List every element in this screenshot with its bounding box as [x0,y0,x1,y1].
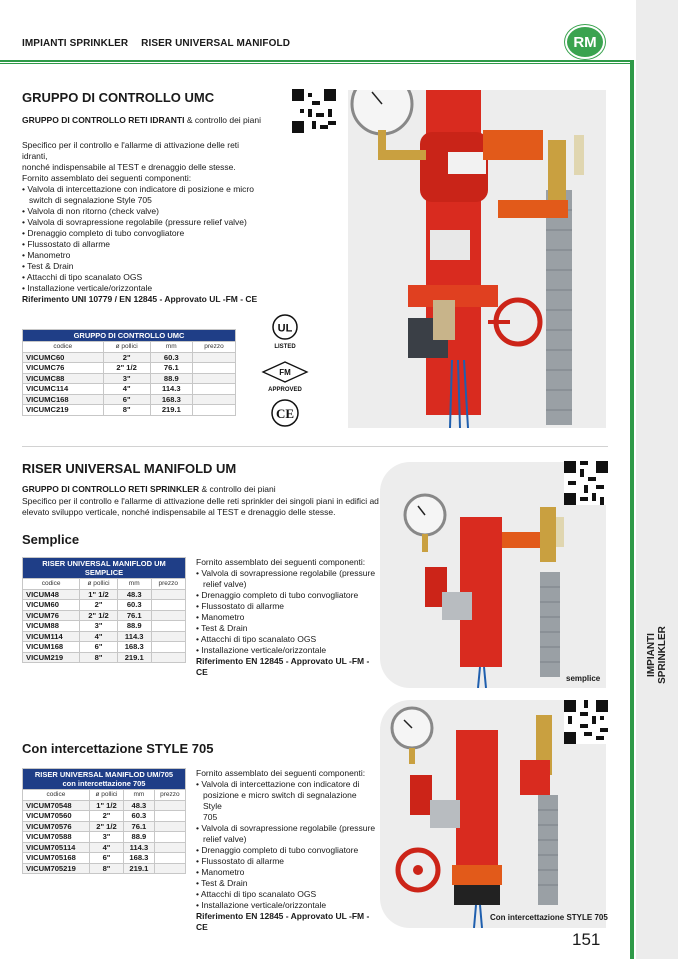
ul-label-text: LISTED [274,344,296,350]
table-cell: 76.1 [150,363,192,374]
table-cell: VICUM76 [23,610,80,621]
table-cell: 76.1 [117,610,151,621]
table-row [23,631,186,642]
table-row [23,405,236,416]
table-header: ø pollici [103,342,150,353]
table-cell: VICUM114 [23,631,80,642]
table-cell: 88.9 [117,621,151,632]
style705-component-list [196,779,376,911]
fm-mark-text: FM [279,368,291,377]
list-item: • Installazione verticale/orizzontale [22,283,153,293]
side-category-label [640,615,674,695]
semplice-intro: Fornito assemblato dei seguenti componenti: [196,557,366,567]
fm-approved-icon [263,362,307,393]
um-subtitle-rest: & controllo dei piani [199,484,276,494]
table-cell: 168.3 [150,394,192,405]
table-cell [151,621,185,632]
table-cell [192,363,235,374]
table-cell [192,405,235,416]
table-cell [154,842,185,853]
table-cell: 48.3 [117,589,151,600]
table-header: prezzo [154,790,185,801]
table-cell: 2" 1/2 [89,821,123,832]
ce-mark-text: CE [275,406,295,421]
table-cell: 48.3 [124,800,155,811]
um-description [22,496,382,518]
table-cell: 4" [80,631,118,642]
list-item: • Attacchi di tipo scanalato OGS [22,272,143,282]
table-caption: GRUPPO DI CONTROLLO UMC [23,330,236,342]
table-row [23,610,186,621]
umc-subtitle-rest: & controllo dei piani [184,115,261,125]
table-cell: VICUMC76 [23,363,104,374]
umc-intro: Fornito assemblato dei seguenti componenti: [22,173,192,183]
list-item: • Attacchi di tipo scanalato OGS [196,889,317,899]
list-item: relief valve) [203,579,247,589]
semplice-heading: Semplice [22,532,80,547]
table-cell: VICUMC60 [23,352,104,363]
table-header: codice [23,790,90,801]
table-cell [151,589,185,600]
umc-desc-line: nonché indispensabile al TEST e drenaggio delle stesse. [22,162,236,172]
table-cell [151,600,185,611]
table-cell: 2" [103,352,150,363]
table-header: ø pollici [89,790,123,801]
table-cell [151,610,185,621]
table-cell [151,631,185,642]
table-cell: VICUM70588 [23,832,90,843]
table-cell: VICUM219 [23,652,80,663]
table-cell: 60.3 [150,352,192,363]
umc-reference: Riferimento UNI 10779 / EN 12845 - Approvato UL -FM - CE [22,294,258,304]
style705-reference: Riferimento EN 12845 - Approvato UL -FM - CE [196,911,370,932]
list-item: • Flussostato di allarme [22,239,111,249]
umc-qr-code[interactable] [292,89,336,133]
side-band [636,0,678,959]
table-row [23,863,186,874]
table-cell: VICUM168 [23,642,80,653]
certification-marks [260,312,310,435]
table-cell: VICUMC168 [23,394,104,405]
table-cell [154,832,185,843]
list-item: switch di segnalazione Style 705 [29,195,152,205]
list-item: • Installazione verticale/orizzontale [196,645,327,655]
table-cell: 1" 1/2 [89,800,123,811]
table-caption [23,769,186,790]
list-item: • Flussostato di allarme [196,601,285,611]
umc-description [22,140,262,305]
list-item: • Valvola di sovrapressione regolabile (pressure relief valve) [22,217,247,227]
table-cell: 88.9 [124,832,155,843]
table-row [23,600,186,611]
ul-listed-icon [273,315,297,350]
table-header: prezzo [151,579,185,590]
ce-mark-icon [272,400,298,426]
list-item: • Valvola di intercettazione con indicatore di posizione e micro [22,184,254,194]
table-row [23,363,236,374]
semplice-reference: Riferimento EN 12845 - Approvato UL -FM - CE [196,656,370,677]
fm-label-text: APPROVED [268,387,302,393]
table-header: mm [150,342,192,353]
table-cell: 6" [103,394,150,405]
list-item: • Test & Drain [196,878,248,888]
style705-heading: Con intercettazione STYLE 705 [22,741,214,756]
table-cell: VICUMC219 [23,405,104,416]
list-item: • Valvola di non ritorno (check valve) [22,206,159,216]
header-rule-thin [0,63,632,64]
table-cell [154,853,185,864]
table-cell [154,821,185,832]
table-cell: 60.3 [117,600,151,611]
umc-title: GRUPPO DI CONTROLLO UMC [22,90,215,105]
table-cell: VICUM705168 [23,853,90,864]
table-header: codice [23,342,104,353]
table-cell [192,352,235,363]
semplice-qr-code[interactable] [564,461,608,505]
table-cell [151,652,185,663]
table-cell: 2" [89,811,123,822]
umc-subtitle [22,115,261,125]
list-item: • Drenaggio completo di tubo convogliatore [196,845,359,855]
table-cell: 4" [89,842,123,853]
um-subtitle-bold: GRUPPO DI CONTROLLO RETI SPRINKLER [22,484,200,494]
table-cell [154,863,185,874]
table-cell [154,800,185,811]
table-cell [154,811,185,822]
semplice-caption: semplice [566,674,601,683]
page-header [22,38,290,49]
list-item: • Valvola di sovrapressione regolabile (pressure [196,823,376,833]
header-section: IMPIANTI SPRINKLER [22,38,129,49]
list-item: • Attacchi di tipo scanalato OGS [196,634,317,644]
table-row [23,589,186,600]
table-caption [23,558,186,579]
list-item: posizione e micro switch di segnalazione Style [203,790,357,811]
list-item: relief valve) [203,834,247,844]
um-subtitle [22,484,276,494]
table-cell: 8" [80,652,118,663]
table-row [23,800,186,811]
table-header: mm [117,579,151,590]
list-item: • Valvola di intercettazione con indicatore di [196,779,360,789]
table-row [23,394,236,405]
table-cell: 76.1 [124,821,155,832]
right-accent-strip [630,60,634,959]
table-cell: VICUM705114 [23,842,90,853]
list-item: • Valvola di sovrapressione regolabile (pressure [196,568,376,578]
umc-component-list [22,184,262,294]
list-item: • Drenaggio completo di tubo convogliatore [22,228,185,238]
table-cell: 3" [103,373,150,384]
table-cell: VICUM60 [23,600,80,611]
table-cell: 2" [80,600,118,611]
table-cell [151,642,185,653]
table-cell: 3" [80,621,118,632]
table-cell: 168.3 [124,853,155,864]
table-cell: 219.1 [150,405,192,416]
qr-code-icon [564,461,608,505]
table-cell: 219.1 [117,652,151,663]
list-item: 705 [203,812,218,822]
table-cell: 2" 1/2 [103,363,150,374]
table-row [23,352,236,363]
table-cell: VICUM70548 [23,800,90,811]
umc-table [22,329,236,416]
table-caption-line: SEMPLICE [84,568,124,577]
side-label-line1: IMPIANTI [646,633,658,677]
list-item: • Drenaggio completo di tubo convogliatore [196,590,359,600]
table-cell: 4" [103,384,150,395]
style705-qr-code[interactable] [564,700,608,744]
certification-graphic [260,312,310,430]
style705-table [22,768,186,874]
umc-product-photo [348,90,606,428]
table-header: prezzo [192,342,235,353]
table-cell: 2" 1/2 [80,610,118,621]
table-cell: 3" [89,832,123,843]
table-header: ø pollici [80,579,118,590]
page-number: 151 [572,930,601,949]
umc-valve-illustration [348,90,606,428]
table-row [23,821,186,832]
table-header: codice [23,579,80,590]
table-row [23,853,186,864]
um-desc-line: Specifico per il controllo e l'allarme di attivazione delle reti sprinkler dei singoli piani in edifici ad [22,496,379,506]
qr-code-icon [292,89,336,133]
style705-components [196,768,376,933]
table-row [23,621,186,632]
side-label-line2: SPRINKLER [657,626,669,684]
table-cell: 114.3 [150,384,192,395]
section-divider [22,446,608,447]
table-cell: 8" [89,863,123,874]
um-title: RISER UNIVERSAL MANIFOLD UM [22,461,237,476]
list-item: • Test & Drain [196,623,248,633]
table-row [23,811,186,822]
table-caption-line: con intercettazione 705 [62,779,146,788]
um-desc-line: elevato sviluppo verticale, nonché indispensabile al TEST e drenaggio delle stesse. [22,507,336,517]
style705-caption: Con intercettazione STYLE 705 [490,913,608,922]
table-cell: 6" [80,642,118,653]
table-cell: 219.1 [124,863,155,874]
table-cell: 6" [89,853,123,864]
table-cell [192,394,235,405]
table-cell: VICUM48 [23,589,80,600]
table-cell [192,373,235,384]
list-item: • Flussostato di allarme [196,856,285,866]
list-item: • Manometro [22,250,71,260]
semplice-component-list [196,568,376,656]
table-cell: 1" 1/2 [80,589,118,600]
table-cell: 60.3 [124,811,155,822]
table-cell: VICUMC88 [23,373,104,384]
table-row [23,384,236,395]
table-cell: VICUM705219 [23,863,90,874]
table-row [23,842,186,853]
table-cell: VICUM70560 [23,811,90,822]
list-item: • Manometro [196,867,245,877]
list-item: • Test & Drain [22,261,74,271]
table-row [23,652,186,663]
style705-intro: Fornito assemblato dei seguenti componenti: [196,768,366,778]
qr-code-icon [564,700,608,744]
table-cell: VICUM70576 [23,821,90,832]
table-header: mm [124,790,155,801]
table-cell: VICUMC114 [23,384,104,395]
table-cell: 114.3 [117,631,151,642]
table-cell: 114.3 [124,842,155,853]
table-caption-line: RISER UNIVERSAL MANIFLOD UM [42,559,166,568]
header-rule [0,60,632,62]
brand-logo: RM [565,25,605,59]
table-cell: 88.9 [150,373,192,384]
semplice-table [22,557,186,663]
list-item: • Installazione verticale/orizzontale [196,900,327,910]
umc-subtitle-bold: GRUPPO DI CONTROLLO RETI IDRANTI [22,115,185,125]
table-cell: 168.3 [117,642,151,653]
table-cell: 8" [103,405,150,416]
table-row [23,642,186,653]
table-row [23,832,186,843]
table-cell: VICUM88 [23,621,80,632]
header-subsection: RISER UNIVERSAL MANIFOLD [141,38,291,49]
table-caption-line: RISER UNIVERSAL MANIFLOD UM/705 [34,770,174,779]
table-cell [192,384,235,395]
semplice-components [196,557,376,678]
ul-mark-text: UL [277,322,293,335]
umc-desc-line: Specifico per il controllo e l'allarme di attivazione delle reti idranti, [22,140,240,161]
table-row [23,373,236,384]
list-item: • Manometro [196,612,245,622]
